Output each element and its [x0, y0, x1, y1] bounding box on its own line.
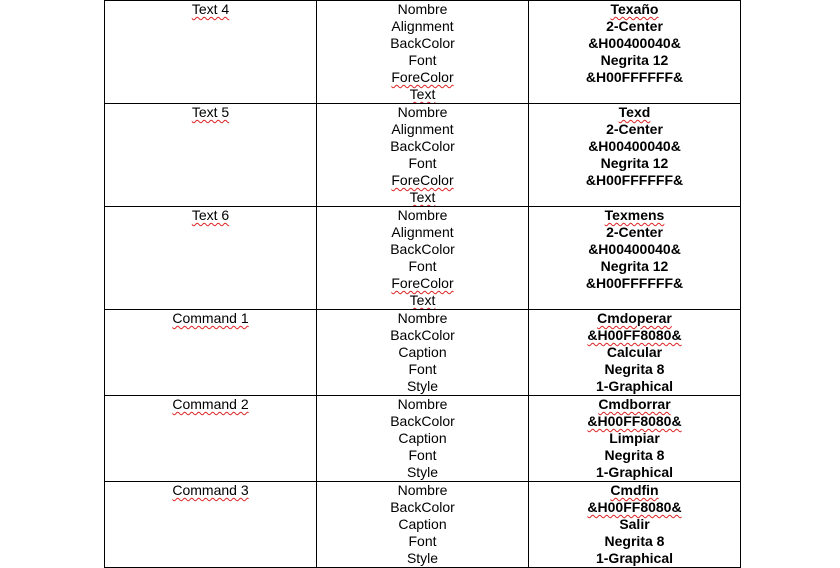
property-value: 1-Graphical	[595, 464, 674, 480]
property-name: Caption	[398, 516, 447, 532]
property-name: Style	[406, 378, 439, 394]
property-value: Texmens	[604, 207, 665, 223]
property-name: Caption	[398, 430, 447, 446]
property-name: ForeColor	[391, 275, 454, 291]
property-values-cell	[529, 104, 741, 207]
property-name: ForeColor	[391, 69, 454, 85]
property-name: Text	[409, 86, 436, 102]
property-value: Negrita 12	[600, 155, 669, 171]
property-value: &H00400040&	[588, 35, 681, 51]
property-name: Nombre	[397, 1, 448, 17]
property-names-cell	[317, 396, 529, 482]
property-value: &H00FFFFFF&	[585, 275, 684, 291]
table-row	[105, 310, 741, 396]
property-name: BackColor	[390, 327, 455, 343]
property-name: Font	[408, 155, 437, 171]
property-value: Negrita 8	[604, 533, 665, 549]
property-names-cell	[317, 1, 529, 104]
property-value: Negrita 12	[600, 52, 669, 68]
property-name: Alignment	[391, 18, 454, 34]
property-value: Texaño	[610, 1, 659, 17]
property-values-cell	[529, 1, 741, 104]
property-value: Negrita 12	[600, 258, 669, 274]
properties-table	[104, 0, 741, 568]
property-value: Cmdoperar	[597, 310, 672, 326]
control-name-cell	[105, 482, 317, 568]
property-name: Nombre	[397, 310, 448, 326]
property-value: Negrita 8	[604, 361, 665, 377]
property-name: Nombre	[397, 207, 448, 223]
property-name: Font	[408, 447, 437, 463]
property-name: BackColor	[390, 241, 455, 257]
property-name: BackColor	[390, 499, 455, 515]
property-names-cell	[317, 482, 529, 568]
control-name-cell	[105, 104, 317, 207]
property-names-cell	[317, 104, 529, 207]
property-name: Text	[409, 292, 436, 308]
property-value: Negrita 8	[604, 447, 665, 463]
property-value: &H00FF8080&	[587, 327, 682, 343]
table-row	[105, 104, 741, 207]
property-value: 2-Center	[606, 224, 663, 240]
table-row	[105, 207, 741, 310]
property-value: Texd	[618, 104, 651, 120]
property-name: ForeColor	[391, 172, 454, 188]
control-name: Text 4	[191, 1, 230, 17]
property-name: Nombre	[397, 482, 448, 498]
control-name-cell	[105, 310, 317, 396]
property-name: Nombre	[397, 396, 448, 412]
property-value: &H00400040&	[588, 241, 681, 257]
control-name-cell	[105, 396, 317, 482]
property-value: Calcular	[606, 344, 663, 360]
property-value: &H00FFFFFF&	[585, 69, 684, 85]
table-row	[105, 482, 741, 568]
property-value: Cmdborrar	[598, 396, 671, 412]
property-values-cell	[529, 482, 741, 568]
property-name: Alignment	[391, 121, 454, 137]
control-name: Text 5	[191, 104, 230, 120]
property-name: Font	[408, 52, 437, 68]
property-name: Style	[406, 464, 439, 480]
property-names-cell	[317, 310, 529, 396]
property-value: 1-Graphical	[595, 550, 674, 566]
property-name: Style	[406, 550, 439, 566]
control-name: Command 1	[172, 310, 249, 326]
control-name-cell	[105, 207, 317, 310]
property-name: Caption	[398, 344, 447, 360]
property-value: Cmdfin	[610, 482, 659, 498]
property-value: 2-Center	[606, 121, 663, 137]
property-values-cell	[529, 396, 741, 482]
property-names-cell	[317, 207, 529, 310]
property-name: Text	[409, 189, 436, 205]
control-name: Text 6	[191, 207, 230, 223]
table-row	[105, 396, 741, 482]
property-name: BackColor	[390, 413, 455, 429]
property-values-cell	[529, 310, 741, 396]
property-value: Salir	[619, 516, 650, 532]
property-name: BackColor	[390, 35, 455, 51]
property-value: &H00400040&	[588, 138, 681, 154]
property-value: 2-Center	[606, 18, 663, 34]
property-name: Alignment	[391, 224, 454, 240]
control-name: Command 3	[172, 482, 249, 498]
table-row	[105, 1, 741, 104]
property-name: Font	[408, 533, 437, 549]
property-value: &H00FFFFFF&	[585, 172, 684, 188]
property-value: &H00FF8080&	[587, 499, 682, 515]
property-name: Font	[408, 258, 437, 274]
property-name: Nombre	[397, 104, 448, 120]
property-value: &H00FF8080&	[587, 413, 682, 429]
property-value: 1-Graphical	[595, 378, 674, 394]
control-name: Command 2	[172, 396, 249, 412]
property-name: BackColor	[390, 138, 455, 154]
property-values-cell	[529, 207, 741, 310]
control-name-cell	[105, 1, 317, 104]
property-value: Limpiar	[609, 430, 660, 446]
property-name: Font	[408, 361, 437, 377]
